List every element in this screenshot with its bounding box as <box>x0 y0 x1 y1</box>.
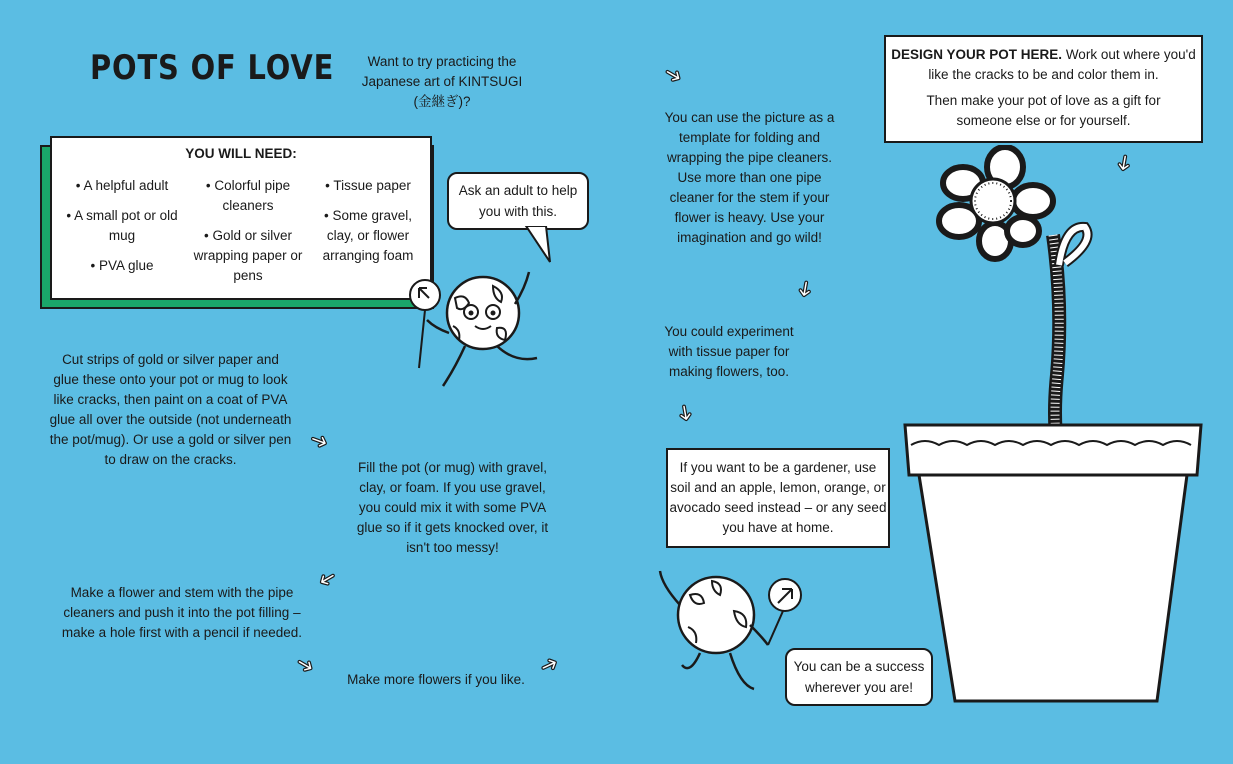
arrow-down-icon-2: ➜ <box>671 401 700 425</box>
design-box <box>884 35 1203 143</box>
intro-text: Want to try practicing the Japanese art of KINTSUGI (金継ぎ)? <box>361 54 523 109</box>
arrow-down-left-icon: ➜ <box>313 563 342 595</box>
speech-bubble-adult: Ask an adult to help you with this. <box>447 172 589 230</box>
arrow-down-icon: ➜ <box>791 277 820 301</box>
step-flower-text: Make a flower and stem with the pipe cleaners and push it into the pot filling – make a hole first with a pencil if needed. <box>61 585 303 640</box>
design-bold: DESIGN YOUR POT HERE. <box>891 47 1063 62</box>
gardener-tip-box: If you want to be a gardener, use soil and an apple, lemon, orange, or avocado seed instead – or any seed you have at home. <box>666 448 890 548</box>
step-more-text: Make more flowers if you like. <box>347 672 525 687</box>
step-cut-text: Cut strips of gold or silver paper and glue these onto your pot or mug to look like cracks, then paint on a coat of PVA glue all over the outside (not underneath the pot/mug). Or use a gold or silver pen to draw on the cracks. <box>49 352 292 467</box>
design-rest: Work out where you'd like the cracks to be and color them in. <box>928 47 1196 82</box>
speech-tail-adult <box>520 226 560 266</box>
speech-bubble-success: You can be a success wherever you are! <box>785 648 933 706</box>
you-will-need-box <box>50 136 432 300</box>
step-fill-text: Fill the pot (or mug) with gravel, clay, or foam. If you use gravel, you could mix it with some PVA glue so if it gets knocked over, it isn't too messy! <box>356 460 549 555</box>
needs-col-1: • A helpful adult • A small pot or old mug • PVA glue <box>66 178 178 273</box>
design-line2: Then make your pot of love as a gift for someone else or for yourself. <box>926 93 1161 128</box>
needs-heading: YOU WILL NEED: <box>185 146 297 161</box>
arrow-down-right-icon: ➜ <box>291 649 320 681</box>
earth-mascot-icon <box>405 268 555 393</box>
arrow-right-icon-2: ➜ <box>659 59 688 91</box>
tissue-tip-text: You could experiment with tissue paper for making flowers, too. <box>664 324 794 379</box>
template-tip-text: You can use the picture as a template for folding and wrapping the pipe cleaners. Use more than one pipe cleaner for the stem if your flower is heavy. Use your imagination and go wild! <box>664 110 835 245</box>
arrow-down-icon-3: ➜ <box>1110 151 1139 175</box>
arrow-up-right-icon: ➜ <box>535 649 563 680</box>
needs-col-3: • Tissue paper • Some gravel, clay, or flower arranging foam <box>322 178 414 263</box>
flower-pot-template <box>895 145 1215 705</box>
page-title: POTS OF LOVE <box>90 48 335 88</box>
arrow-right-icon: ➜ <box>306 425 333 456</box>
needs-col-2: • Colorful pipe cleaners • Gold or silver wrapping paper or pens <box>193 178 303 283</box>
